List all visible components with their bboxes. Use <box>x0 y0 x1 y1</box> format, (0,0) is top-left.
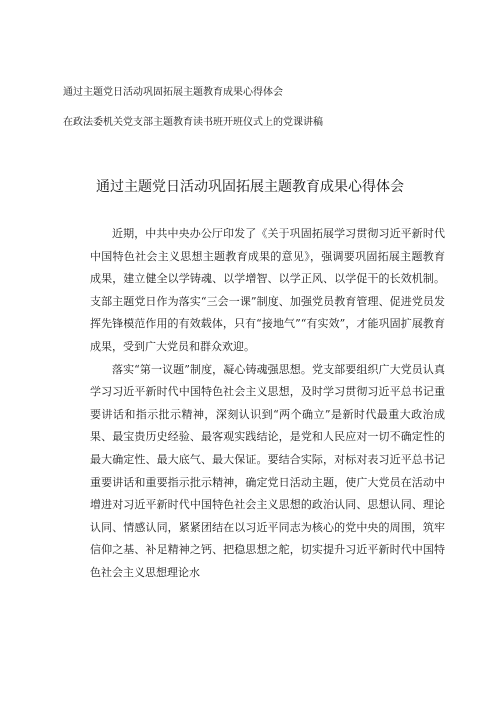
article-paragraph-1: 近期，中共中央办公厅印发了《关于巩固拓展学习贯彻习近平新时代中国特色社会主义思想主题教育成果的意见》，强调要巩固拓展主题教育成果，建立健全以学铸魂、以学增智、以学正风、以学促干的长效机制。支部主题党日作为落实“三会一课”制度、加强党员教育管理、促进党员发挥先锋模范作用的有效载体，只有“接地气”“有实效”，才能巩固扩展教育成果，受到广大党员和群众欢迎。 <box>90 227 445 353</box>
toc-item-1: 通过主题党日活动巩固拓展主题教育成果心得体会 <box>63 87 283 98</box>
toc-item-2: 在政法委机关党支部主题教育读书班开班仪式上的党课讲稿 <box>63 117 323 128</box>
article-title: 通过主题党日活动巩固拓展主题教育成果心得体会 <box>96 179 404 195</box>
table-of-contents <box>63 86 443 146</box>
article-body <box>90 223 445 585</box>
article-paragraph-2: 落实“第一议题”制度，凝心铸魂强思想。党支部要组织广大党员认真学习习近平新时代中国特色社会主义思想，及时学习贯彻习近平总书记重要讲话和指示批示精神，深刻认识到“两个确立”是新时代最重大政治成果、最宝贵历史经验、最客观实践结论，是党和人民应对一切不确定性的最大确定性、最大底气、最大保证。要结合实际，对标对表习近平总书记重要讲话和重要指示批示精神，确定党日活动主题，使广大党员在活动中增进对习近平新时代中国特色社会主义思想的政治认同、思想认同、理论认同、情感认同，紧紧团结在以习近平同志为核心的党中央的周围，筑牢信仰之基、补足精神之钙、把稳思想之舵，切实提升习近平新时代中国特色社会主义思想理论水 <box>90 362 445 579</box>
